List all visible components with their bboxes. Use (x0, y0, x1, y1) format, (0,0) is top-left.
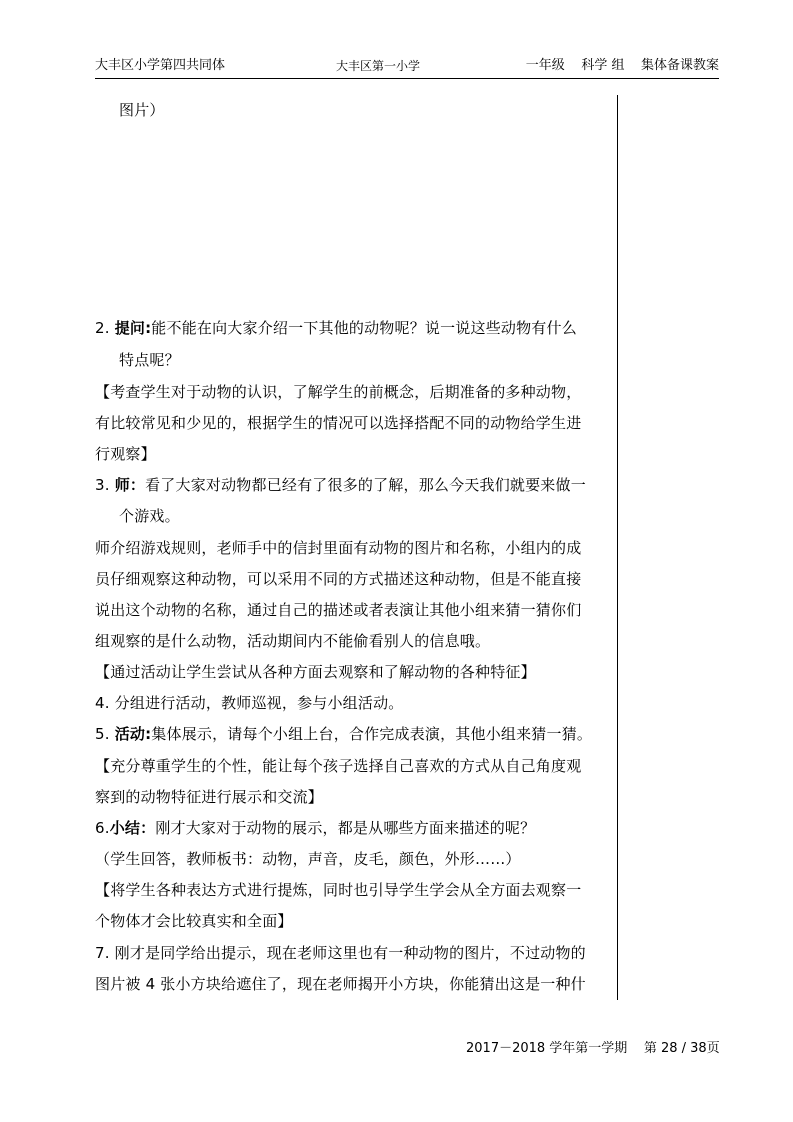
step-text: 集体展示，请每个小组上台，合作完成表演，其他小组来猜一猜。 (151, 725, 593, 743)
step-label: 小结： (109, 819, 156, 837)
step-label: 活动: (114, 725, 152, 743)
text-line: 【考查学生对于动物的认识，了解学生的前概念，后期准备的多种动物， (95, 383, 582, 401)
text-line: 个物体才会比较真实和全面】 (95, 912, 293, 930)
text-line: 个游戏。 (119, 507, 180, 525)
step-number: 5. (95, 725, 115, 743)
text-line: 师介绍游戏规则，老师手中的信封里面有动物的图片和名称，小组内的成 (95, 539, 582, 557)
text-line: 【充分尊重学生的个性，能让每个孩子选择自己喜欢的方式从自己角度观 (95, 757, 582, 775)
text-line: 图片被 4 张小方块给遮住了，现在老师揭开小方块，你能猜出这是一种什 (95, 975, 586, 993)
table-column-divider (617, 95, 618, 1000)
step-text: 能不能在向大家介绍一下其他的动物呢？说一说这些动物有什么 (151, 319, 577, 337)
step-label: 提问: (114, 319, 152, 337)
page-header (95, 56, 719, 79)
page-footer: 2017－2018 学年第一学期 第 28 / 38页 (466, 1041, 720, 1056)
step-text: 看了大家对动物都已经有了很多的了解，那么今天我们就要来做一 (145, 476, 586, 494)
text-line: 有比较常见和少见的，根据学生的情况可以选择搭配不同的动物给学生进 (95, 414, 582, 432)
step-number: 3. (95, 476, 115, 494)
step-4-group-activity: 4. 分组进行活动，教师巡视，参与小组活动。 (95, 694, 404, 712)
step-2-question (95, 318, 577, 338)
step-number: 2. (95, 319, 115, 337)
text-line: 图片） (119, 101, 165, 119)
step-3-teacher (95, 475, 586, 495)
step-text: 刚才大家对于动物的展示，都是从哪些方面来描述的呢？ (155, 819, 536, 837)
text-line: 员仔细观察这种动物，可以采用不同的方式描述这种动物，但是不能直接 (95, 570, 582, 588)
header-school-group: 大丰区小学第四共同体 (95, 58, 226, 73)
text-line: （学生回答，教师板书：动物，声音，皮毛，颜色，外形……） (95, 850, 521, 868)
text-line: 组观察的是什么动物，活动期间内不能偷看别人的信息哦。 (95, 632, 491, 650)
step-7-text: 7. 刚才是同学给出提示，现在老师这里也有一种动物的图片，不过动物的 (95, 944, 586, 962)
step-number: 6. (95, 819, 110, 837)
text-line: 察到的动物特征进行展示和交流】 (95, 788, 324, 806)
text-line: 说出这个动物的名称，通过自己的描述或者表演让其他小组来猜一猜你们 (95, 601, 582, 619)
text-line: 【通过活动让学生尝试从各种方面去观察和了解动物的各种特征】 (95, 663, 536, 681)
step-6-summary (95, 818, 535, 838)
header-course-info: 一年级 科学 组 集体备课教案 (525, 58, 719, 73)
header-school-name: 大丰区第一小学 (336, 59, 421, 73)
text-line: 【将学生各种表达方式进行提炼，同时也引导学生学会从全方面去观察一 (95, 881, 582, 899)
step-label: 师： (114, 476, 146, 494)
text-line: 行观察】 (95, 445, 156, 463)
text-line: 特点呢？ (119, 351, 180, 369)
step-5-activity (95, 724, 592, 744)
